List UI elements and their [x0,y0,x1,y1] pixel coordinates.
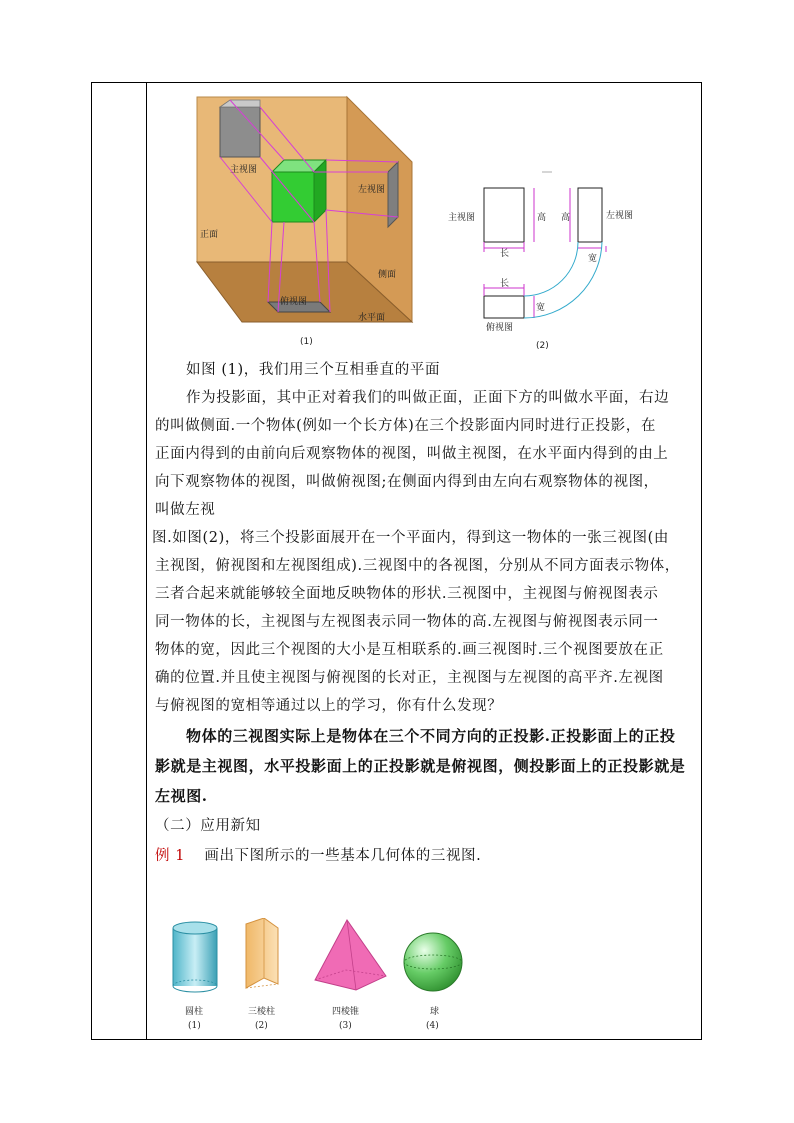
example-line [155,842,695,870]
triangular-prism-shape [246,918,278,988]
square-pyramid-shape [315,920,386,990]
paragraph-line: 主视图，俯视图和左视图组成).三视图中的各视图，分别从不同方面表示物体， [155,558,680,574]
column-divider [146,82,147,1040]
left-view-rect [578,188,602,242]
conclusion-line: 物体的三视图实际上是物体在三个不同方向的正投影.正投影面上的正投 [186,727,676,745]
fig2-length-label-2: 长 [500,279,510,289]
front-view-rect [484,188,524,242]
solid-number: (3) [339,1021,352,1031]
solid-number: (1) [188,1021,201,1031]
example-text: 画出下图所示的一些基本几何体的三视图. [204,848,482,864]
geometric-solids-figure [160,918,480,1036]
example-label: 例 1 [155,848,186,864]
paragraph-line: 向下观察物体的视图，叫做俯视图;在侧面内得到由左向右观察物体的视图， [155,474,659,490]
fig2-top-view-label: 俯视图 [486,323,514,333]
paragraph-line: 作为投影面，其中正对着我们的叫做正面，正面下方的叫做水平面，右边 [186,390,670,406]
paragraph-line: 的叫做侧面.一个物体(例如一个长方体)在三个投影面内同时进行正投影，在 [155,418,656,434]
figure-2-three-views [446,168,636,353]
fig2-width-label-2: 宽 [536,303,546,313]
conclusion-line: 影就是主视图，水平投影面上的正投影就是俯视图，侧投影面上的正投影就是 [155,757,686,775]
fig1-caption: (1) [300,337,313,347]
fig1-side-plane-label: 侧面 [378,270,397,280]
paragraph-line: 确的位置.并且使主视图与俯视图的长对正，主视图与左视图的高平齐.左视图 [155,670,664,686]
fig2-left-view-label: 左视图 [606,211,634,221]
paragraph-line: 同一物体的长，主视图与左视图表示同一物体的高.左视图与俯视图表示同一 [155,614,659,630]
top-view-rect [484,296,524,318]
solid-number: (4) [426,1021,439,1031]
cylinder-shape [173,922,217,992]
paragraph-line: 三者合起来就能够较全面地反映物体的形状.三视图中，主视图与俯视图表示 [155,586,659,602]
paragraph-line: 物体的宽，因此三个视图的大小是互相联系的.画三视图时.三个视图要放在正 [155,642,664,658]
paragraph-line: 叫做左视 [155,502,216,518]
fig1-front-view-label: 主视图 [230,165,258,175]
fig1-horizontal-plane-label: 水平面 [358,313,386,323]
fig2-front-view-label: 主视图 [448,213,476,223]
sphere-shape [404,933,462,991]
fig1-left-view-label: 左视图 [358,185,386,195]
solid-name: 球 [430,1007,440,1017]
solid-name: 三棱柱 [248,1007,276,1017]
fig2-height-label-2: 高 [561,213,571,223]
section-heading: （二）应用新知 [155,818,261,834]
figure-1-projection-box [192,92,432,352]
solid-name: 四棱锥 [332,1007,360,1017]
solid-name: 圆柱 [185,1007,204,1017]
paragraph-line: 正面内得到的由前向后观察物体的视图，叫做主视图，在水平面内得到的由上 [155,446,669,462]
fig1-top-view-label: 俯视图 [280,297,308,307]
fig1-front-plane-label: 正面 [200,230,219,240]
paragraph-line: 与俯视图的宽相等通过以上的学习，你有什么发现？ [155,698,503,714]
paragraph-line: 图.如图(2)，将三个投影面展开在一个平面内，得到这一物体的一张三视图(由 [152,530,670,546]
fig2-height-label-1: 高 [537,213,547,223]
fig2-length-label-1: 长 [500,249,510,259]
fig2-width-label-1: 宽 [588,254,598,264]
solid-number: (2) [255,1021,268,1031]
conclusion-line: 左视图. [155,787,208,805]
front-view-projection [220,107,260,157]
paragraph-line: 如图 (1)，我们用三个互相垂直的平面 [186,362,441,378]
body-text [152,356,695,870]
fig2-caption: (2) [536,341,549,351]
